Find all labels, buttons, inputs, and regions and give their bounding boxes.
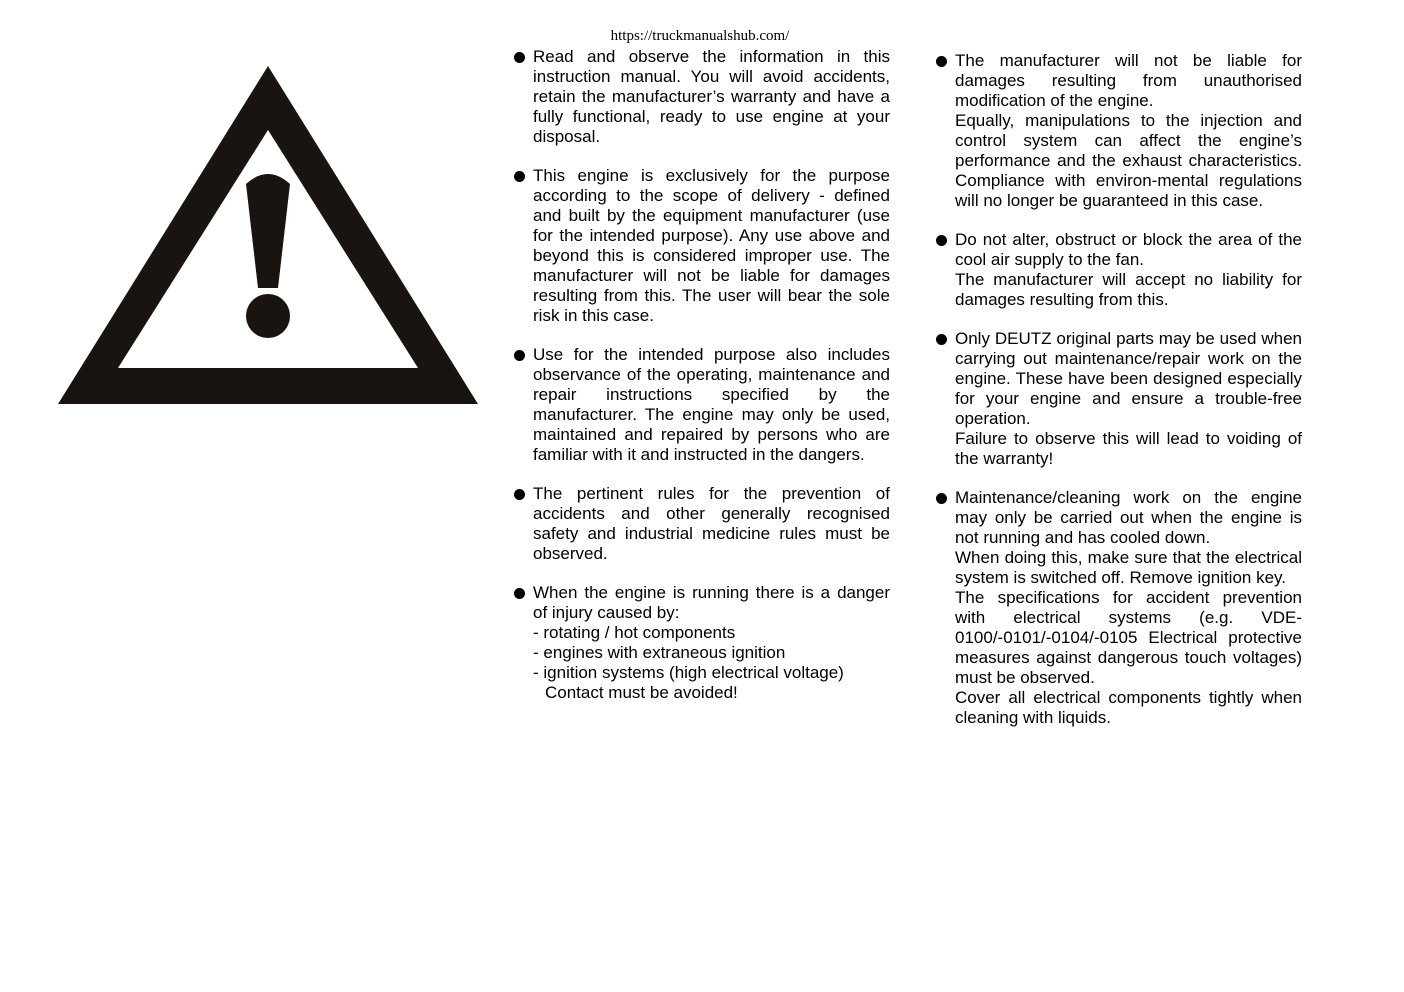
right-column — [934, 51, 1302, 747]
safety-text: When doing this, make sure that the electrical system is switched off. Remove ignition key. — [955, 548, 1302, 587]
safety-text: Use for the intended purpose also includes observance of the operating, maintenance and repair instructions specified by the manufacturer. The engine may only be used, maintained and repaired by persons who are familiar with it and instructed in the dangers. — [533, 345, 890, 464]
danger-list-item: - ignition systems (high electrical voltage) — [533, 663, 844, 682]
bullet-icon — [514, 52, 525, 63]
safety-item — [934, 329, 1302, 469]
safety-item — [512, 166, 890, 326]
bullet-icon — [514, 588, 525, 599]
safety-text: The manufacturer will not be liable for damages resulting from unauthorised modification of the engine. — [955, 51, 1302, 110]
bullet-icon — [514, 171, 525, 182]
danger-closing-text: Contact must be avoided! — [545, 683, 738, 702]
danger-list-item: - engines with extraneous ignition — [533, 643, 786, 662]
safety-text: Cover all electrical components tightly when cleaning with liquids. — [955, 688, 1302, 727]
bullet-icon — [514, 489, 525, 500]
middle-column — [512, 47, 890, 722]
safety-text: The pertinent rules for the prevention of accidents and other generally recognised safety and industrial medicine rules must be observed. — [533, 484, 890, 563]
safety-item — [934, 488, 1302, 728]
safety-text: The specifications for accident prevention with electrical systems (e.g. VDE-0100/-0101/-0104/-0105 Electrical protective measures against dangerous touch voltages) must be observed. — [955, 588, 1302, 687]
safety-item — [512, 583, 890, 703]
safety-text: Failure to observe this will lead to voiding of the warranty! — [955, 429, 1302, 468]
bullet-icon — [936, 493, 947, 504]
safety-text: This engine is exclusively for the purpose according to the scope of delivery - defined and built by the equipment manufacturer (use for the intended purpose). Any use above and beyond this is considered improper use. The manufacturer will not be liable for damages resulting from this. The user will bear the sole risk in this case. — [533, 166, 890, 325]
bullet-icon — [936, 334, 947, 345]
safety-text: Only DEUTZ original parts may be used when carrying out maintenance/repair work on the engine. These have been designed especially for your engine and ensure a trouble-free operation. — [955, 329, 1302, 428]
safety-item — [512, 345, 890, 465]
safety-item — [512, 47, 890, 147]
danger-list-item: - rotating / hot components — [533, 623, 736, 642]
safety-item — [934, 51, 1302, 211]
safety-text: The manufacturer will accept no liability for damages resulting from this. — [955, 270, 1302, 309]
bullet-icon — [936, 56, 947, 67]
safety-text: Do not alter, obstruct or block the area of the cool air supply to the fan. — [955, 230, 1302, 269]
bullet-icon — [936, 235, 947, 246]
safety-text: Read and observe the information in this instruction manual. You will avoid accidents, retain the manufacturer’s warranty and have a fully functional, ready to use engine at your disposal. — [533, 47, 890, 146]
warning-triangle-icon — [56, 64, 480, 410]
safety-text: Equally, manipulations to the injection and control system can affect the engine’s performance and the exhaust characteristics. Compliance with environ-mental regulations will no longer be guaranteed in this case. — [955, 111, 1302, 210]
safety-text: Maintenance/cleaning work on the engine may only be carried out when the engine is not running and has cooled down. — [955, 488, 1302, 547]
bullet-icon — [514, 350, 525, 361]
safety-text: When the engine is running there is a danger of injury caused by: — [533, 583, 890, 622]
safety-item — [934, 230, 1302, 310]
source-url: https://truckmanualshub.com/ — [610, 28, 790, 44]
safety-item — [512, 484, 890, 564]
